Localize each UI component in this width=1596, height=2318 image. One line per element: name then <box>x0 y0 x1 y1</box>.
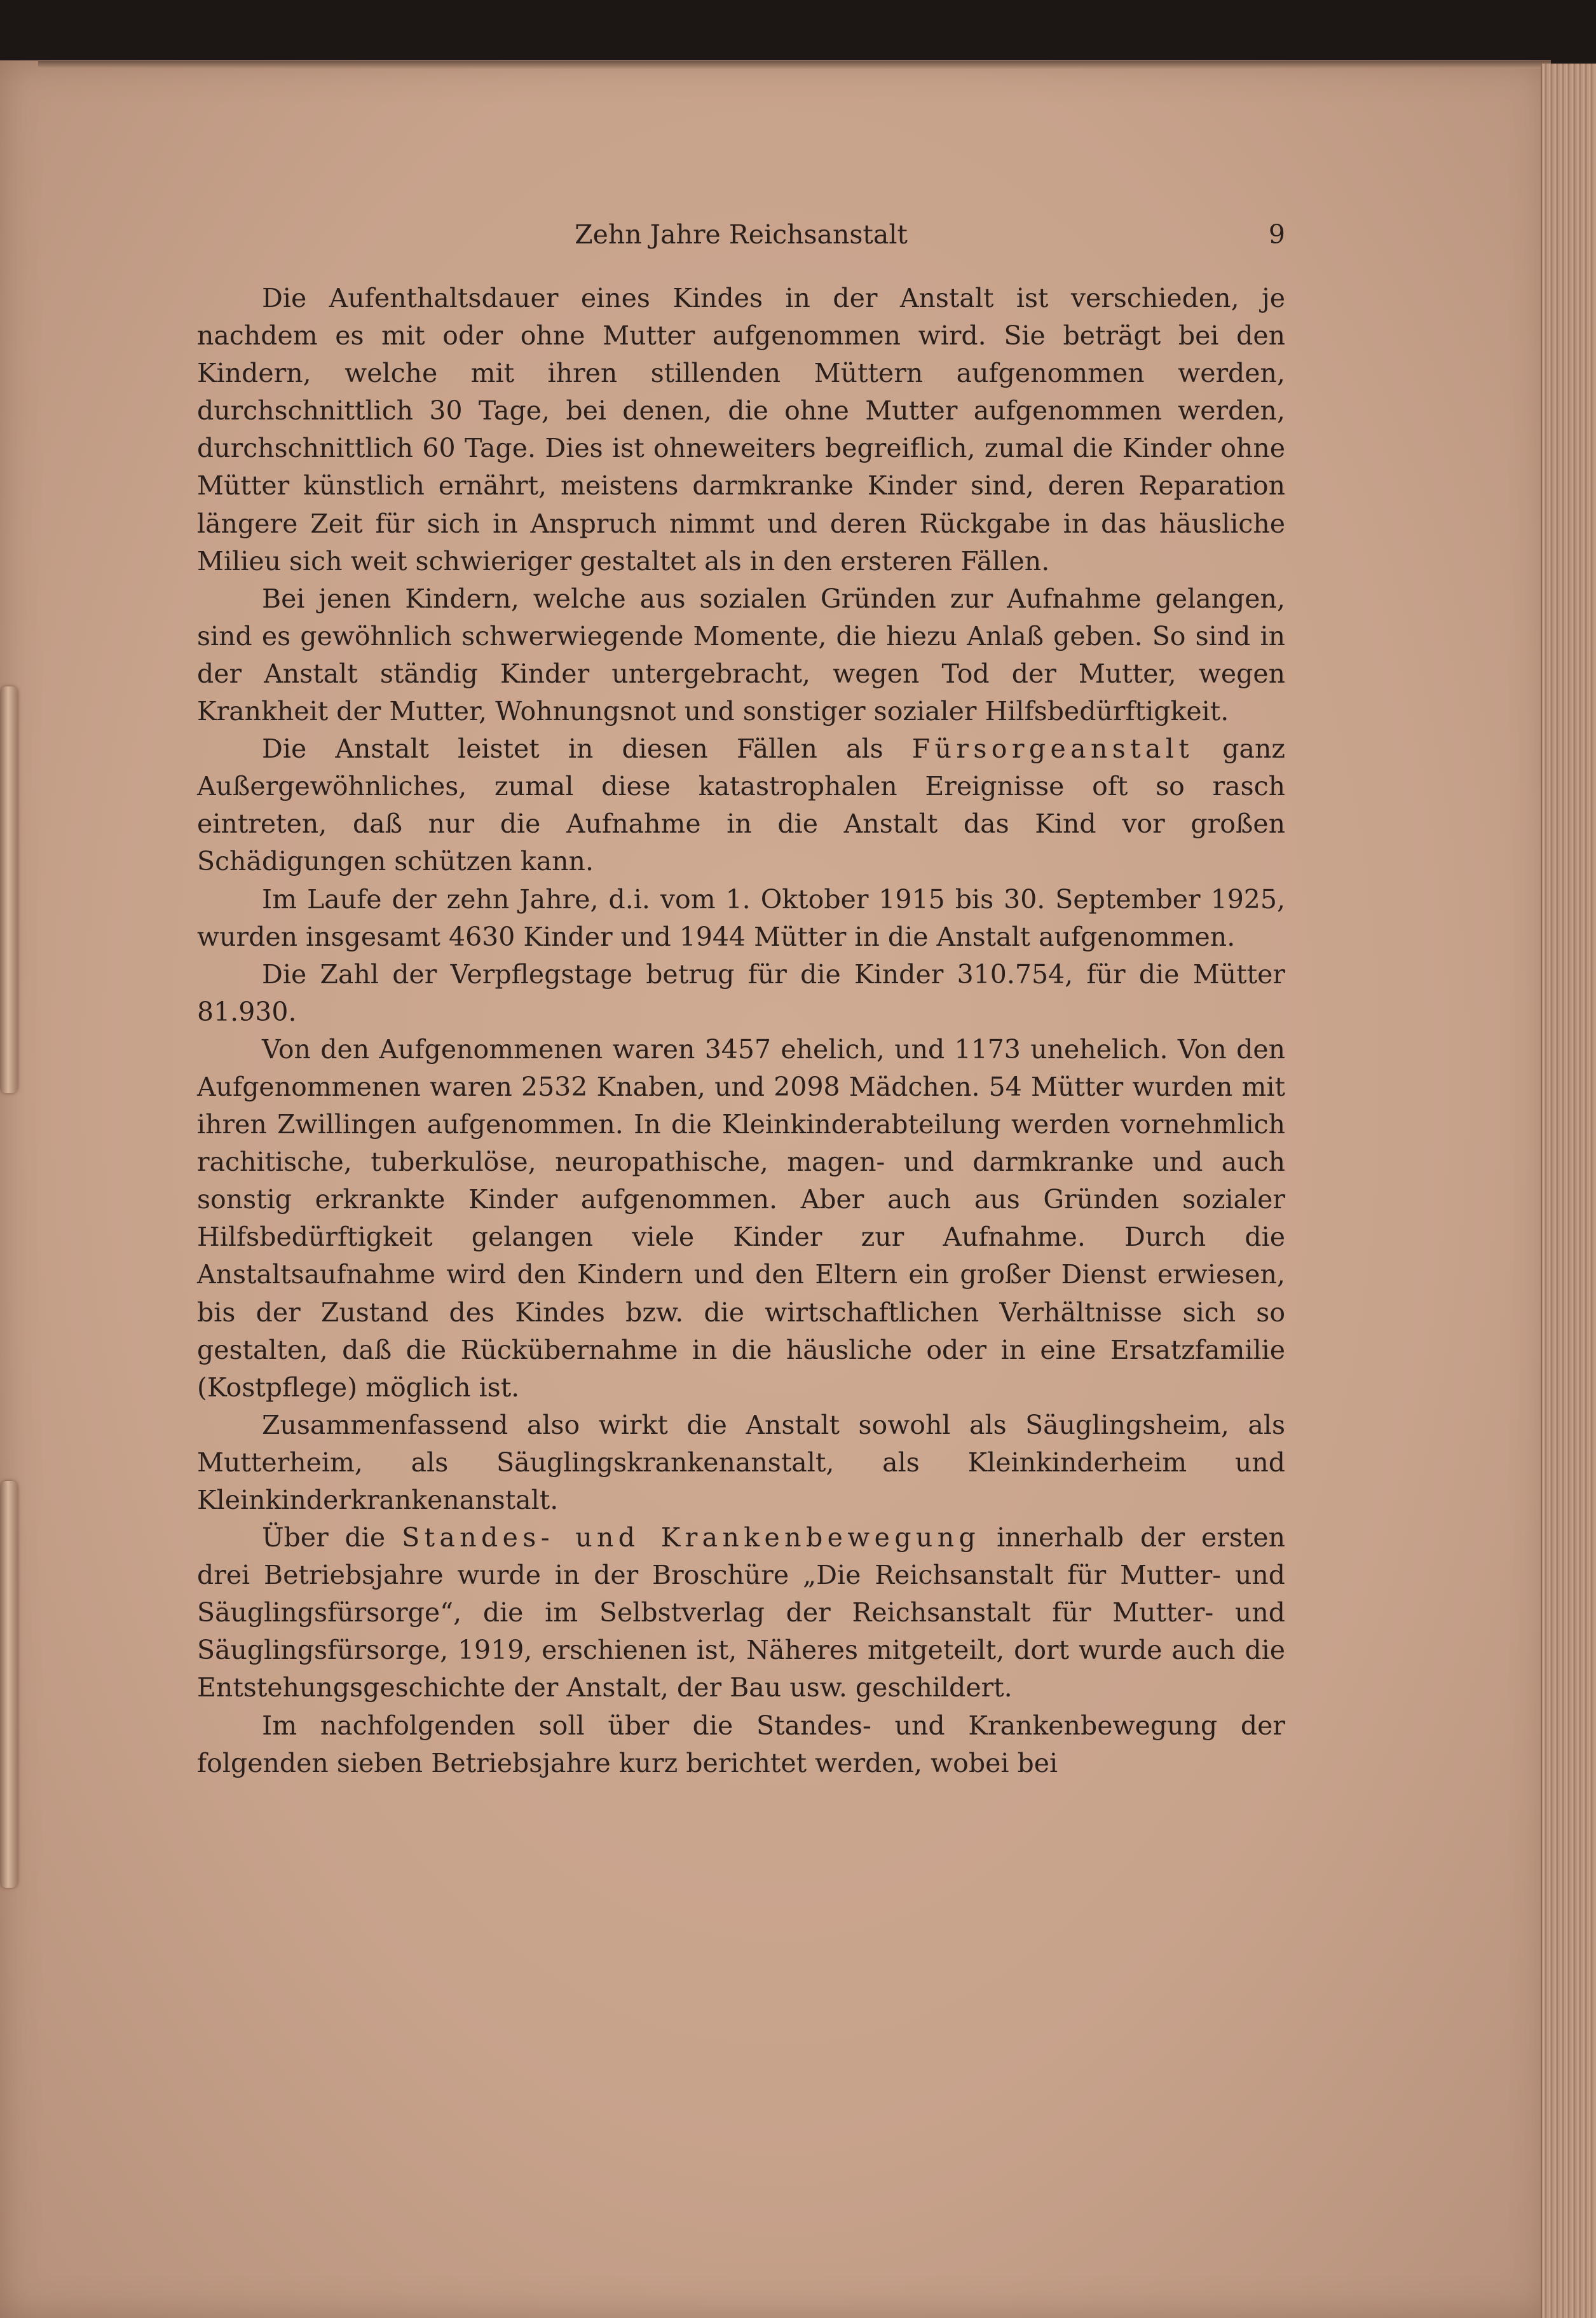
emphasis-fuersorgeanstalt: Fürsorgeanstalt <box>911 733 1194 765</box>
paragraph-1: Die Aufenthaltsdauer eines Kindes in der Anstalt ist verschieden, je nachdem es mit oder ohne Mutter aufgenommen wird. Sie beträgt bei den Kindern, welche mit ihren stillenden Müttern aufgenommen werden, durchschnittlich 30 Tage, bei denen, die ohne Mutter aufgenommen werden, durchschnittlich 60 Tage. Dies ist ohneweiters begreiflich, zumal die Kinder ohne Mütter künstlich ernährt, meistens darmkranke Kinder sind, deren Reparation längere Zeit für sich in Anspruch nimmt und deren Rückgabe in das häusliche Milieu sich weit schwieriger gestaltet als in den ersteren Fällen. <box>197 283 1285 576</box>
top-page-edge <box>38 61 1551 69</box>
paragraph-8 <box>197 1519 1285 1707</box>
paragraph-9: Im nachfolgenden soll über die Standes- und Krankenbewegung der folgenden sieben Betriebsjahre kurz berichtet werden, wobei bei <box>197 1710 1285 1778</box>
paragraph-8-start: Über die <box>262 1522 386 1553</box>
page-stack-edges <box>1541 64 1596 2318</box>
page-content <box>197 203 1285 1782</box>
paragraph-3-end: ganz Außergewöhnliches, zumal diese katastrophalen Ereignisse oft so rasch eintreten, daß nur die Aufnahme in die Anstalt das Kind vor großen Schädigungen schützen kann. <box>197 733 1285 877</box>
paragraph-5: Die Zahl der Verpflegstage betrug für die Kinder 310.754, für die Mütter 81.930. <box>197 958 1285 1027</box>
paragraph-3-start: Die Anstalt leistet in diesen Fällen als <box>262 733 883 765</box>
binding-thread-lower <box>0 1481 18 1888</box>
emphasis-standes-krankenbewegung: Standes- und Krankenbewegung <box>402 1522 981 1553</box>
paragraph-4: Im Laufe der zehn Jahre, d.i. vom 1. Oktober 1915 bis 30. September 1925, wurden insgesamt 4630 Kinder und 1944 Mütter in die Anstalt aufgenommen. <box>197 883 1285 952</box>
page-number: 9 <box>1268 219 1285 250</box>
paragraph-3 <box>197 730 1285 880</box>
paragraph-8-end: innerhalb der ersten drei Betriebsjahre wurde in der Broschüre „Die Reichsanstalt für Mutter- und Säuglingsfürsorge“, die im Selbstverlag der Reichsanstalt für Mutter- und Säuglingsfürsorge, 1919, erschienen ist, Näheres mitgeteilt, dort wurde auch die Entstehungsgeschichte der Anstalt, der Bau usw. geschildert. <box>197 1522 1285 1703</box>
running-title: Zehn Jahre Reichsanstalt <box>575 219 908 250</box>
paragraph-6: Von den Aufgenommenen waren 3457 ehelich, und 1173 unehelich. Von den Aufgenommenen waren 2532 Knaben, und 2098 Mädchen. 54 Mütter wurden mit ihren Zwillingen aufgenommen. In die Kleinkinderabteilung werden vornehmlich rachitische, tuberkulöse, neuropathische, magen- und darmkranke und auch sonstig erkrankte Kinder aufgenommen. Aber auch aus Gründen sozialer Hilfsbedürftigkeit gelangen viele Kinder zur Aufnahme. Durch die Anstaltsaufnahme wird den Kindern und den Eltern ein großer Dienst erwiesen, bis der Zustand des Kindes bzw. die wirtschaftlichen Verhältnisse sich so gestalten, daß die Rückübernahme in die häusliche oder in eine Ersatzfamilie (Kostpflege) möglich ist. <box>197 1033 1285 1403</box>
running-head <box>197 203 1285 280</box>
paragraph-7: Zusammenfassend also wirkt die Anstalt sowohl als Säuglingsheim, als Mutterheim, als Säuglingskrankenanstalt, als Kleinkinderheim und Kleinkinderkrankenanstalt. <box>197 1409 1285 1515</box>
body-text <box>197 280 1285 1782</box>
paragraph-2: Bei jenen Kindern, welche aus sozialen Gründen zur Aufnahme gelangen, sind es gewöhnlich schwerwiegende Momente, die hiezu Anlaß geben. So sind in der Anstalt ständig Kinder untergebracht, wegen Tod der Mutter, wegen Krankheit der Mutter, Wohnungsnot und sonstiger sozialer Hilfsbedürftigkeit. <box>197 583 1285 727</box>
binding-thread-upper <box>0 686 18 1093</box>
